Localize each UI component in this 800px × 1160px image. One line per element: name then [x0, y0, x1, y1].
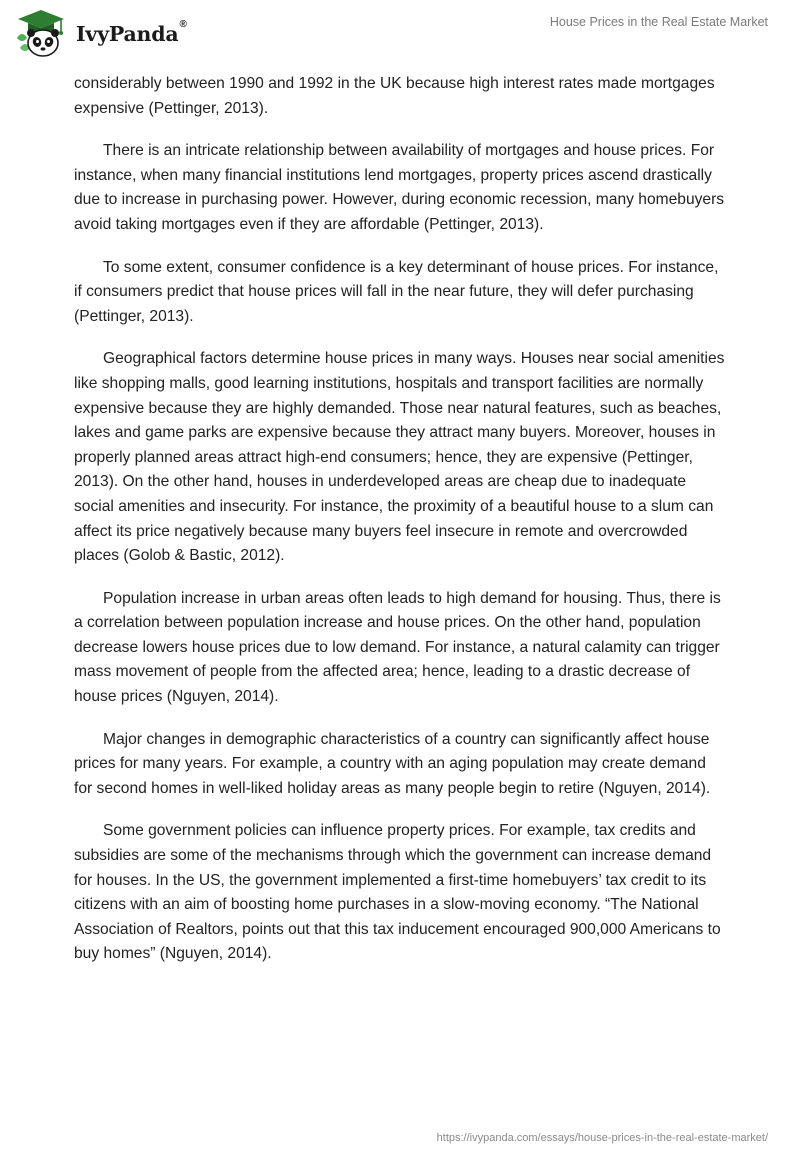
source-url[interactable]: https://ivypanda.com/essays/house-prices-in-the-real-estate-market/ — [436, 1132, 768, 1144]
paragraph-4: Geographical factors determine house prices in many ways. Houses near social amenities like shopping malls, good learning institutions, hospitals and transport facilities are normally expensive because they are highly demanded. Those near natural features, such as beaches, lakes and game parks are expensive because they attract many buyers. Moreover, houses in properly planned areas attract high-end consumers; hence, they are expensive (Pettinger, 2013). On the other hand, houses in underdeveloped areas are cheap due to inadequate social amenities and insecurity. For instance, the proximity of a beautiful house to a slum can affect its price negatively because many buyers feel insecure in remote and overcrowded places (Golob & Bastic, 2012). — [74, 350, 725, 565]
paragraph-1: considerably between 1990 and 1992 in the UK because high interest rates made mortgages expensive (Pettinger, 2013). — [74, 75, 715, 117]
page-header — [0, 0, 800, 70]
document-title: House Prices in the Real Estate Market — [549, 15, 768, 29]
paragraph-2: There is an intricate relationship between availability of mortgages and house prices. For instance, when many financial institutions lend mortgages, property prices ascend drastically due to increase in purchasing power. However, during economic recession, many homebuyers avoid taking mortgages even if they are affordable (Pettinger, 2013). — [74, 142, 725, 233]
paragraph-7: Some government policies can influence property prices. For example, tax credits and subsidies are some of the mechanisms through which the government can increase demand for houses. In the US, the government implemented a first-time homebuyers’ tax credit to its citizens with an aim of boosting home purchases in a slow-moving economy. “The National Association of Realtors, points out that this tax inducement encouraged 900,000 Americans to buy homes” (Nguyen, 2014). — [74, 822, 721, 963]
essay-body — [74, 72, 728, 985]
registered-mark: ® — [179, 19, 187, 30]
paragraph-5: Population increase in urban areas often leads to high demand for housing. Thus, there is a correlation between population increase and house prices. On the other hand, population decrease lowers house prices due to low demand. For instance, a natural calamity can trigger mass movement of people from the affected area; hence, leading to a drastic decrease of house prices (Nguyen, 2014). — [74, 589, 721, 706]
panda-logo-icon — [14, 8, 68, 60]
paragraph-3: To some extent, consumer confidence is a key determinant of house prices. For instance, if consumers predict that house prices will fall in the near future, they will defer purchasing (Pettinger, 2013). — [74, 258, 719, 325]
brand-name: IvyPanda® — [76, 19, 187, 46]
paragraph-6: Major changes in demographic characteristics of a country can significantly affect house prices for many years. For example, a country with an aging population may create demand for second homes in well-liked holiday areas as many people begin to retire (Nguyen, 2014). — [74, 730, 711, 797]
brand-logo[interactable] — [14, 8, 187, 60]
